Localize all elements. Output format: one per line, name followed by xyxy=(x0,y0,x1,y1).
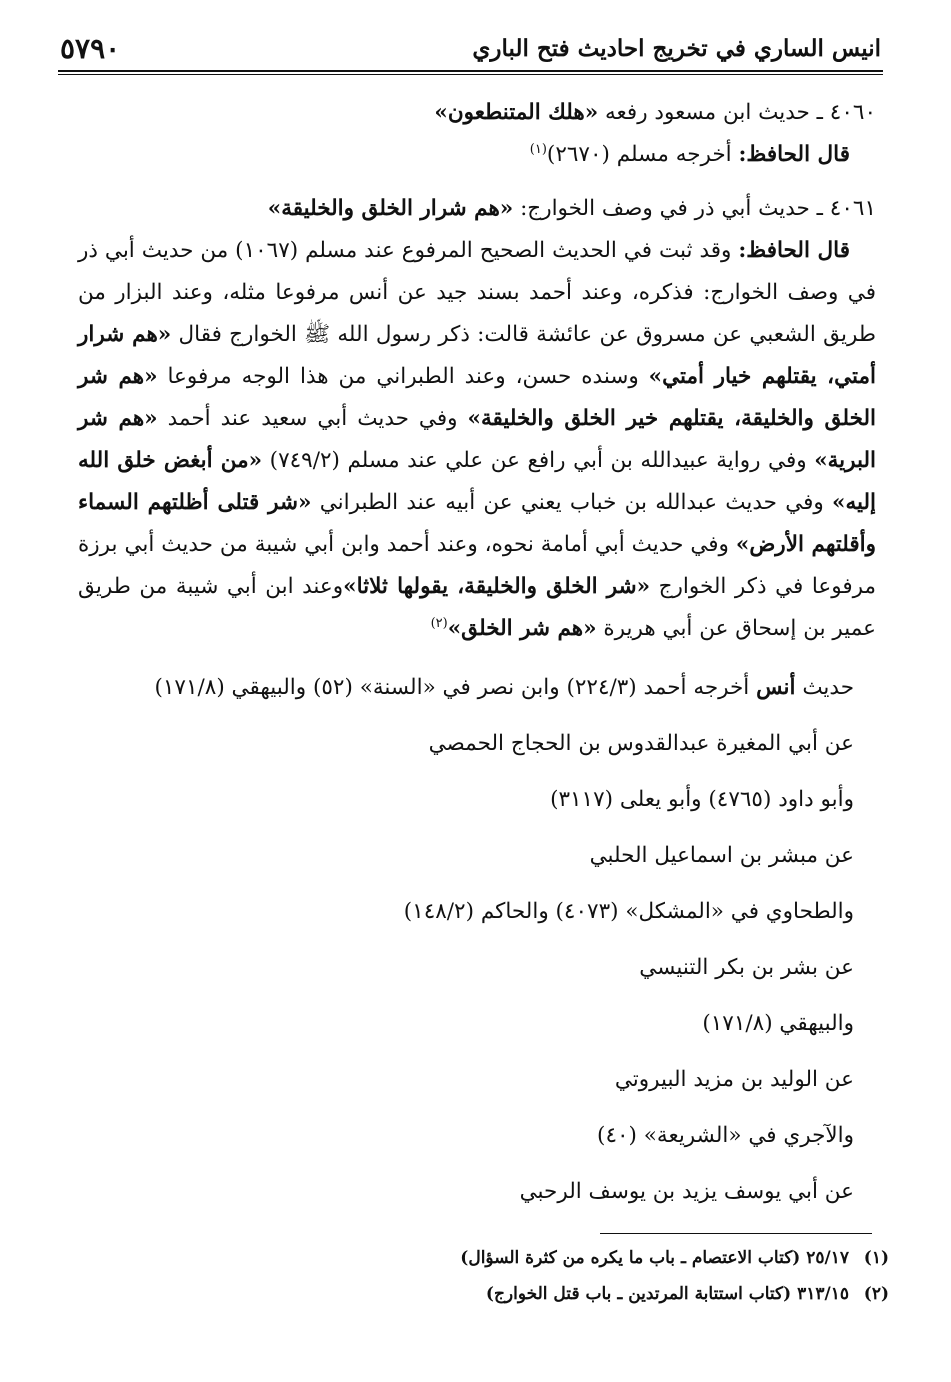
entry-4060-title-text: ٤٠٦٠ ـ حديث ابن مسعود رفعه xyxy=(598,100,876,125)
entry-4060-comment-text: أخرجه مسلم (٢٦٧٠) xyxy=(546,142,739,167)
entry-4061-title xyxy=(78,188,876,230)
chain-line-rest: أخرجه أحمد (٢٢٤/٣) وابن نصر في «السنة» (٥٢) والبيهقي (١٧١/٨) xyxy=(154,675,757,700)
page-body xyxy=(78,92,876,1220)
chain-line: عن بشر بن بكر التنيسي xyxy=(639,955,854,980)
footnote-2-mark: (٢) xyxy=(863,1284,889,1304)
chain-line: والطحاوي في «المشكل» (٤٠٧٣) والحاكم (١٤٨/٢) xyxy=(403,899,854,924)
comment-text: وعند ابن أبي شيبة من طريق عمير بن إسحاق عن أبي هريرة xyxy=(78,574,876,641)
footnote-1-text: ٢٥/١٧ (كتاب الاعتصام ـ باب ما يكره من كثرة السؤال) xyxy=(460,1248,849,1268)
chain-line-prefix: حديث xyxy=(795,675,854,700)
quoted-hadith: «هم شر الخلق» xyxy=(447,616,597,641)
footnote-1 xyxy=(78,1240,889,1276)
quoted-hadith: «شر الخلق والخليقة، يقولها ثلاثا» xyxy=(343,574,651,599)
entry-4061-hadith: «هم شرار الخلق والخليقة» xyxy=(267,196,514,221)
chain-line: وأبو داود (٤٧٦٥) وأبو يعلى (٣١١٧) xyxy=(550,787,854,812)
quoted-hadith: «هم شر الخلق والخليقة، يقتلهم خير الخلق والخليقة» xyxy=(78,364,876,431)
chain-line: عن الوليد بن مزيد البيروتي xyxy=(614,1067,854,1092)
footnote-1-mark: (١) xyxy=(863,1248,889,1268)
chain-line: والآجري في «الشريعة» (٤٠) xyxy=(597,1123,854,1148)
quoted-hadith: «هم شر البرية» xyxy=(78,406,877,473)
quoted-hadith: «من أبغض خلق الله إليه» xyxy=(78,448,876,515)
header-rule xyxy=(58,70,883,72)
entry-4060-hadith: «هلك المتنطعون» xyxy=(434,100,599,125)
chain-line: عن مبشر بن اسماعيل الحلبي xyxy=(589,843,854,868)
header-rule-thin xyxy=(58,74,883,75)
chain-line: عن أبي يوسف يزيد بن يوسف الرحبي xyxy=(519,1179,854,1204)
comment-text: وفي حديث أبي أمامة نحوه، وعند أحمد وابن أبي شيبة من حديث أبي برزة مرفوعا في ذكر الخوارج xyxy=(78,532,876,599)
page-header xyxy=(60,26,881,70)
entry-4061-comment xyxy=(78,230,876,650)
quoted-hadith: «شر قتلى أظلتهم السماء وأقلتهم الأرض» xyxy=(78,490,876,557)
quoted-hadith: «هم شرار أمتي، يقتلهم خيار أمتي» xyxy=(78,322,876,389)
chain-line xyxy=(78,660,854,716)
comment-text: وفي رواية عبيدالله بن أبي رافع عن علي عند مسلم (٧٤٩/٢) xyxy=(262,448,815,473)
comment-text: وفي حديث عبدالله بن خباب يعني عن أبيه عند الطبراني xyxy=(311,490,833,515)
footnote-ref-2: (٢) xyxy=(430,615,448,631)
chain-line: والبيهقي (١٧١/٨) xyxy=(702,1011,854,1036)
footnote-2-text: ٣١٣/١٥ (كتاب استتابة المرتدين ـ باب قتل الخوارج) xyxy=(485,1284,849,1304)
footnote-rule xyxy=(600,1233,872,1234)
entry-4061-title-text: ٤٠٦١ ـ حديث أبي ذر في وصف الخوارج: xyxy=(513,196,876,221)
entry-4060-comment xyxy=(78,134,876,176)
comment-text: وفي حديث أبي سعيد عند أحمد xyxy=(157,406,468,431)
chain-companion: أنس xyxy=(756,675,796,700)
qal-al-hafiz-label: قال الحافظ: xyxy=(738,238,850,263)
footnote-ref-1: (١) xyxy=(529,141,547,157)
chain-line: عن أبي المغيرة عبدالقدوس بن الحجاج الحمصي xyxy=(428,731,854,756)
page-number: ٥٧٩٠ xyxy=(60,31,121,65)
entry-4060-title xyxy=(78,92,876,134)
running-title: انيس الساري في تخريج احاديث فتح الباري xyxy=(472,34,881,62)
comment-text: وقد ثبت في الحديث الصحيح المرفوع عند مسلم (١٠٦٧) من حديث أبي ذر في وصف الخوارج: فذكره، وعند أحمد بسند جيد عن أنس مرفوعا مثله، وعند البزار من طريق الشعبي عن مسروق عن عائشة قالت: ذكر رسول الله ﷺ الخوارج فقال xyxy=(78,238,876,347)
qal-al-hafiz-label: قال الحافظ: xyxy=(738,142,850,167)
footnotes xyxy=(78,1240,889,1312)
takhrij-chain xyxy=(78,660,876,1220)
footnote-2 xyxy=(78,1276,889,1312)
comment-text: وسنده حسن، وعند الطبراني من هذا الوجه مرفوعا xyxy=(157,364,649,389)
